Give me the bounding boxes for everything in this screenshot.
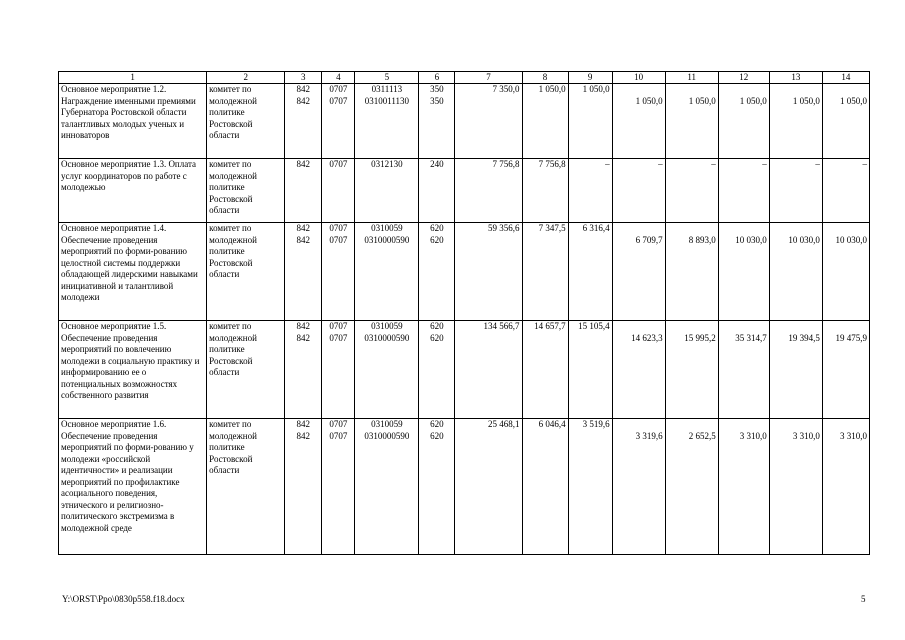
executor: комитет по молодежной политике Ростовской области: [207, 159, 285, 223]
amount-year-5: 3 310,0: [718, 419, 769, 555]
header-cell: 2: [207, 72, 285, 84]
table-row: [59, 419, 870, 555]
total-amount: 134 566,7: [455, 321, 522, 419]
activity-name: Основное мероприятие 1.6. Обеспечение проведения мероприятий по форми-рованию у молодежи «российской идентичности» и реализации мероприятий по профилактике асоциального поведения, этнического и религиозно-политического экстремизма в молодежной среде: [59, 419, 207, 555]
amount-year-2: 3 519,6: [568, 419, 612, 555]
code-value: 240: [430, 159, 444, 169]
amount-year-3: –: [612, 159, 665, 223]
amount-year-7: 19 475,9: [822, 321, 869, 419]
code-value: 842: [296, 84, 311, 94]
amount-year-7: 1 050,0: [822, 84, 869, 159]
amount-year-2: –: [568, 159, 612, 223]
header-cell: 14: [822, 72, 869, 84]
ministry-code: [285, 84, 322, 159]
table-row: [59, 223, 870, 321]
code-value: 620: [430, 223, 444, 233]
code-value: 0312130: [371, 159, 403, 169]
amount-year-2: 1 050,0: [568, 84, 612, 159]
code-value: 0310000590: [364, 430, 410, 441]
code-value: 620: [430, 234, 444, 245]
file-path: Y:\ORST\Ppo\0830p558.f18.docx: [62, 594, 185, 604]
expense-type-code: [419, 223, 455, 321]
ministry-code: [285, 223, 322, 321]
amount-year-5: –: [718, 159, 769, 223]
total-amount: 7 350,0: [455, 84, 522, 159]
code-value: 0707: [329, 95, 348, 106]
executor: комитет по молодежной политике Ростовской области: [207, 419, 285, 555]
code-value: 0310011130: [364, 95, 410, 106]
code-value: 350: [430, 84, 444, 94]
target-article-code: [355, 321, 419, 419]
code-value: 842: [296, 159, 311, 169]
amount-year-6: 1 050,0: [769, 84, 822, 159]
section-code: [322, 159, 355, 223]
amount-year-2: 6 316,4: [568, 223, 612, 321]
code-value: 842: [296, 223, 311, 233]
expense-type-code: [419, 321, 455, 419]
ministry-code: [285, 419, 322, 555]
amount-year-2: 15 105,4: [568, 321, 612, 419]
code-value: 0310059: [371, 223, 403, 233]
amount-year-4: 8 893,0: [665, 223, 718, 321]
amount-year-4: 1 050,0: [665, 84, 718, 159]
header-row: [59, 72, 870, 84]
table-row: [59, 84, 870, 159]
amount-year-3: 3 319,6: [612, 419, 665, 555]
code-value: 0310000590: [364, 234, 410, 245]
header-cell: 12: [718, 72, 769, 84]
amount-year-1: 14 657,7: [522, 321, 568, 419]
activity-name: Основное мероприятие 1.4. Обеспечение проведения мероприятий по форми-рованию целостной системы поддержки обладающей лидерскими навыками инициативной и талантливой молодежи: [59, 223, 207, 321]
table-body: [59, 72, 870, 555]
activity-name: Основное мероприятие 1.3. Оплата услуг координаторов по работе с молодежью: [59, 159, 207, 223]
target-article-code: [355, 84, 419, 159]
page-number: 5: [861, 594, 866, 604]
amount-year-4: 2 652,5: [665, 419, 718, 555]
amount-year-5: 35 314,7: [718, 321, 769, 419]
header-cell: 1: [59, 72, 207, 84]
ministry-code: [285, 321, 322, 419]
target-article-code: [355, 159, 419, 223]
amount-year-1: 7 347,5: [522, 223, 568, 321]
header-cell: 6: [419, 72, 455, 84]
amount-year-7: 10 030,0: [822, 223, 869, 321]
code-value: 842: [296, 95, 311, 106]
header-cell: 5: [355, 72, 419, 84]
code-value: 0310059: [371, 419, 403, 429]
code-value: 0707: [329, 159, 348, 169]
section-code: [322, 321, 355, 419]
executor: комитет по молодежной политике Ростовской области: [207, 321, 285, 419]
executor: комитет по молодежной политике Ростовской области: [207, 223, 285, 321]
amount-year-5: 10 030,0: [718, 223, 769, 321]
amount-year-6: 19 394,5: [769, 321, 822, 419]
header-cell: 7: [455, 72, 522, 84]
activity-name: Основное мероприятие 1.2. Награждение именными премиями Губернатора Ростовской области талантливых молодых ученых и инноваторов: [59, 84, 207, 159]
amount-year-6: –: [769, 159, 822, 223]
amount-year-1: 1 050,0: [522, 84, 568, 159]
expense-type-code: [419, 84, 455, 159]
header-cell: 10: [612, 72, 665, 84]
header-cell: 3: [285, 72, 322, 84]
code-value: 842: [296, 234, 311, 245]
expense-type-code: [419, 419, 455, 555]
section-code: [322, 419, 355, 555]
amount-year-6: 3 310,0: [769, 419, 822, 555]
code-value: 0707: [329, 430, 348, 441]
code-value: 0707: [329, 419, 348, 429]
table-row: [59, 321, 870, 419]
code-value: 0310000590: [364, 332, 410, 343]
amount-year-3: 14 623,3: [612, 321, 665, 419]
activity-name: Основное мероприятие 1.5. Обеспечение проведения мероприятий по вовлечению молодежи в социальную практику и информированию ее о потенциальных возможностях собственного развития: [59, 321, 207, 419]
code-value: 842: [296, 321, 311, 331]
code-value: 0707: [329, 332, 348, 343]
code-value: 0707: [329, 321, 348, 331]
ministry-code: [285, 159, 322, 223]
table-row: [59, 159, 870, 223]
code-value: 350: [430, 95, 444, 106]
amount-year-1: 7 756,8: [522, 159, 568, 223]
header-cell: 9: [568, 72, 612, 84]
code-value: 0310059: [371, 321, 403, 331]
code-value: 620: [430, 419, 444, 429]
header-cell: 8: [522, 72, 568, 84]
code-value: 620: [430, 321, 444, 331]
code-value: 842: [296, 430, 311, 441]
code-value: 0707: [329, 84, 348, 94]
code-value: 0707: [329, 234, 348, 245]
amount-year-4: –: [665, 159, 718, 223]
total-amount: 59 356,6: [455, 223, 522, 321]
section-code: [322, 84, 355, 159]
budget-table: [58, 71, 870, 555]
amount-year-7: 3 310,0: [822, 419, 869, 555]
section-code: [322, 223, 355, 321]
header-cell: 13: [769, 72, 822, 84]
expense-type-code: [419, 159, 455, 223]
code-value: 0707: [329, 223, 348, 233]
amount-year-4: 15 995,2: [665, 321, 718, 419]
code-value: 620: [430, 332, 444, 343]
total-amount: 25 468,1: [455, 419, 522, 555]
total-amount: 7 756,8: [455, 159, 522, 223]
amount-year-3: 6 709,7: [612, 223, 665, 321]
header-cell: 11: [665, 72, 718, 84]
amount-year-1: 6 046,4: [522, 419, 568, 555]
code-value: 0311113: [371, 84, 403, 94]
amount-year-3: 1 050,0: [612, 84, 665, 159]
target-article-code: [355, 419, 419, 555]
amount-year-5: 1 050,0: [718, 84, 769, 159]
executor: комитет по молодежной политике Ростовской области: [207, 84, 285, 159]
code-value: 842: [296, 419, 311, 429]
code-value: 620: [430, 430, 444, 441]
code-value: 842: [296, 332, 311, 343]
amount-year-7: –: [822, 159, 869, 223]
amount-year-6: 10 030,0: [769, 223, 822, 321]
target-article-code: [355, 223, 419, 321]
header-cell: 4: [322, 72, 355, 84]
